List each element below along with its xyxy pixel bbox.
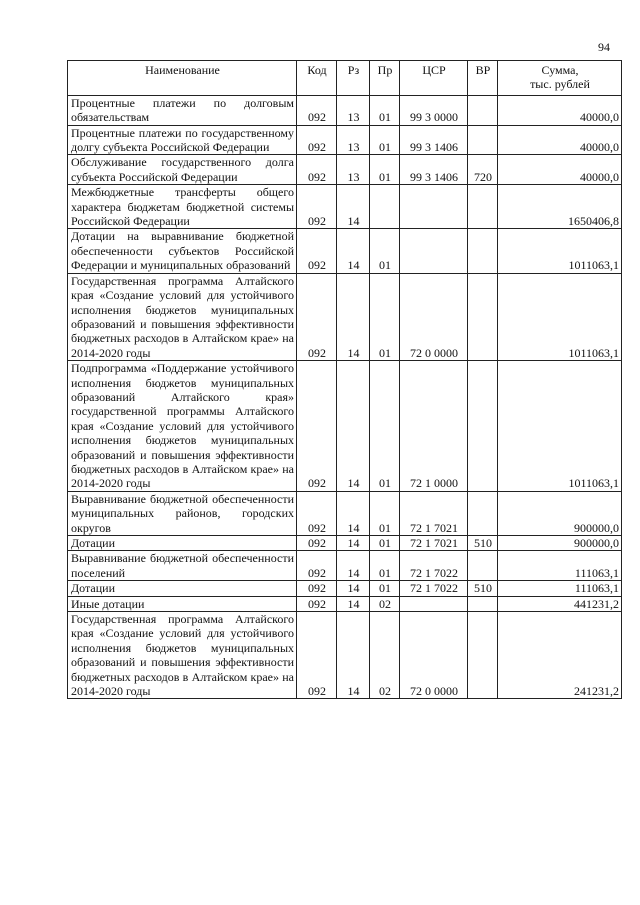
header-pr: Пр: [370, 61, 400, 96]
row-rz: 14: [337, 551, 370, 581]
row-kod: 092: [297, 536, 337, 551]
row-pr: 01: [370, 95, 400, 125]
table-row: [68, 125, 622, 155]
row-rz: 14: [337, 273, 370, 360]
row-rz: 14: [337, 491, 370, 535]
row-vr: 720: [468, 155, 498, 185]
header-name: Наименование: [68, 61, 297, 96]
header-sum-line1: Сумма,: [541, 63, 579, 77]
row-csr: 99 3 0000: [400, 95, 468, 125]
row-vr: [468, 596, 498, 611]
table-row: [68, 229, 622, 273]
row-csr: 72 1 7021: [400, 491, 468, 535]
row-name: Государственная программа Алтайского края «Создание условий для устойчивого исполнения бюджетов муниципальных образований и повышения эффективности бюджетных расходов в Алтайском крае» на 2014-2020 годы: [68, 612, 297, 699]
row-name: Подпрограмма «Поддержание устойчивого исполнения бюджетов муниципальных образований Алтайского края» государственной программы Алтайского края «Создание условий для устойчивого исполнения бюджетов муниципальных образований и повышения эффективности бюджетных расходов в Алтайском крае» на 2014-2020 годы: [68, 361, 297, 492]
row-sum: 900000,0: [498, 536, 622, 551]
row-kod: 092: [297, 155, 337, 185]
row-csr: 72 0 0000: [400, 273, 468, 360]
row-sum: 40000,0: [498, 155, 622, 185]
row-pr: [370, 185, 400, 229]
header-sum-line2: тыс. рублей: [530, 77, 590, 92]
row-pr: 02: [370, 612, 400, 699]
row-kod: 092: [297, 551, 337, 581]
table-row: [68, 361, 622, 492]
table-row: [68, 155, 622, 185]
row-vr: [468, 612, 498, 699]
row-rz: 14: [337, 612, 370, 699]
row-rz: 13: [337, 125, 370, 155]
row-kod: 092: [297, 612, 337, 699]
row-rz: 14: [337, 361, 370, 492]
row-csr: 72 1 0000: [400, 361, 468, 492]
row-csr: 72 1 7022: [400, 551, 468, 581]
row-name: Дотации: [68, 581, 297, 596]
row-sum: 900000,0: [498, 491, 622, 535]
table-row: [68, 95, 622, 125]
row-csr: [400, 596, 468, 611]
table-row: [68, 551, 622, 581]
row-sum: 441231,2: [498, 596, 622, 611]
row-pr: 01: [370, 491, 400, 535]
row-kod: 092: [297, 185, 337, 229]
row-vr: 510: [468, 581, 498, 596]
row-kod: 092: [297, 596, 337, 611]
row-rz: 13: [337, 155, 370, 185]
row-sum: 1650406,8: [498, 185, 622, 229]
row-sum: 241231,2: [498, 612, 622, 699]
row-pr: 01: [370, 361, 400, 492]
budget-table: [67, 60, 622, 699]
row-pr: 01: [370, 536, 400, 551]
row-rz: 13: [337, 95, 370, 125]
row-pr: 01: [370, 229, 400, 273]
row-kod: 092: [297, 361, 337, 492]
row-name: Выравнивание бюджетной обеспеченности муниципальных районов, городских округов: [68, 491, 297, 535]
row-rz: 14: [337, 536, 370, 551]
row-csr: [400, 229, 468, 273]
row-sum: 111063,1: [498, 551, 622, 581]
row-csr: 72 0 0000: [400, 612, 468, 699]
row-vr: [468, 361, 498, 492]
table-row: [68, 185, 622, 229]
row-sum: 1011063,1: [498, 361, 622, 492]
row-pr: 02: [370, 596, 400, 611]
row-kod: 092: [297, 229, 337, 273]
row-name: Процентные платежи по долговым обязательствам: [68, 95, 297, 125]
table-row: [68, 596, 622, 611]
row-vr: [468, 229, 498, 273]
row-name: Государственная программа Алтайского края «Создание условий для устойчивого исполнения бюджетов муниципальных образований и повышения эффективности бюджетных расходов в Алтайском крае» на 2014-2020 годы: [68, 273, 297, 360]
row-kod: 092: [297, 273, 337, 360]
row-vr: [468, 273, 498, 360]
header-rz: Рз: [337, 61, 370, 96]
row-pr: 01: [370, 581, 400, 596]
table-header-row: [68, 61, 622, 96]
table-row: [68, 491, 622, 535]
row-name: Межбюджетные трансферты общего характера бюджетам бюджетной системы Российской Федерации: [68, 185, 297, 229]
row-rz: 14: [337, 581, 370, 596]
row-kod: 092: [297, 491, 337, 535]
row-rz: 14: [337, 229, 370, 273]
row-sum: 40000,0: [498, 125, 622, 155]
row-name: Иные дотации: [68, 596, 297, 611]
row-csr: 99 3 1406: [400, 155, 468, 185]
row-csr: 99 3 1406: [400, 125, 468, 155]
row-kod: 092: [297, 125, 337, 155]
row-pr: 01: [370, 125, 400, 155]
row-name: Обслуживание государственного долга субъекта Российской Федерации: [68, 155, 297, 185]
row-pr: 01: [370, 273, 400, 360]
row-name: Процентные платежи по государственному долгу субъекта Российской Федерации: [68, 125, 297, 155]
table-row: [68, 612, 622, 699]
row-csr: 72 1 7022: [400, 581, 468, 596]
row-rz: 14: [337, 596, 370, 611]
row-csr: [400, 185, 468, 229]
row-vr: [468, 491, 498, 535]
row-vr: [468, 551, 498, 581]
row-vr: [468, 95, 498, 125]
header-sum: [498, 61, 622, 96]
row-vr: 510: [468, 536, 498, 551]
row-rz: 14: [337, 185, 370, 229]
header-kod: Код: [297, 61, 337, 96]
row-name: Выравнивание бюджетной обеспеченности поселений: [68, 551, 297, 581]
row-sum: 1011063,1: [498, 229, 622, 273]
row-pr: 01: [370, 155, 400, 185]
row-sum: 1011063,1: [498, 273, 622, 360]
table-row: [68, 581, 622, 596]
row-vr: [468, 125, 498, 155]
header-vr: ВР: [468, 61, 498, 96]
row-name: Дотации: [68, 536, 297, 551]
page-number: 94: [598, 40, 610, 54]
row-csr: 72 1 7021: [400, 536, 468, 551]
row-kod: 092: [297, 95, 337, 125]
row-pr: 01: [370, 551, 400, 581]
table-row: [68, 273, 622, 360]
row-sum: 40000,0: [498, 95, 622, 125]
table-row: [68, 536, 622, 551]
row-name: Дотации на выравнивание бюджетной обеспеченности субъектов Российской Федерации и муниципальных образований: [68, 229, 297, 273]
row-vr: [468, 185, 498, 229]
row-sum: 111063,1: [498, 581, 622, 596]
header-csr: ЦСР: [400, 61, 468, 96]
row-kod: 092: [297, 581, 337, 596]
